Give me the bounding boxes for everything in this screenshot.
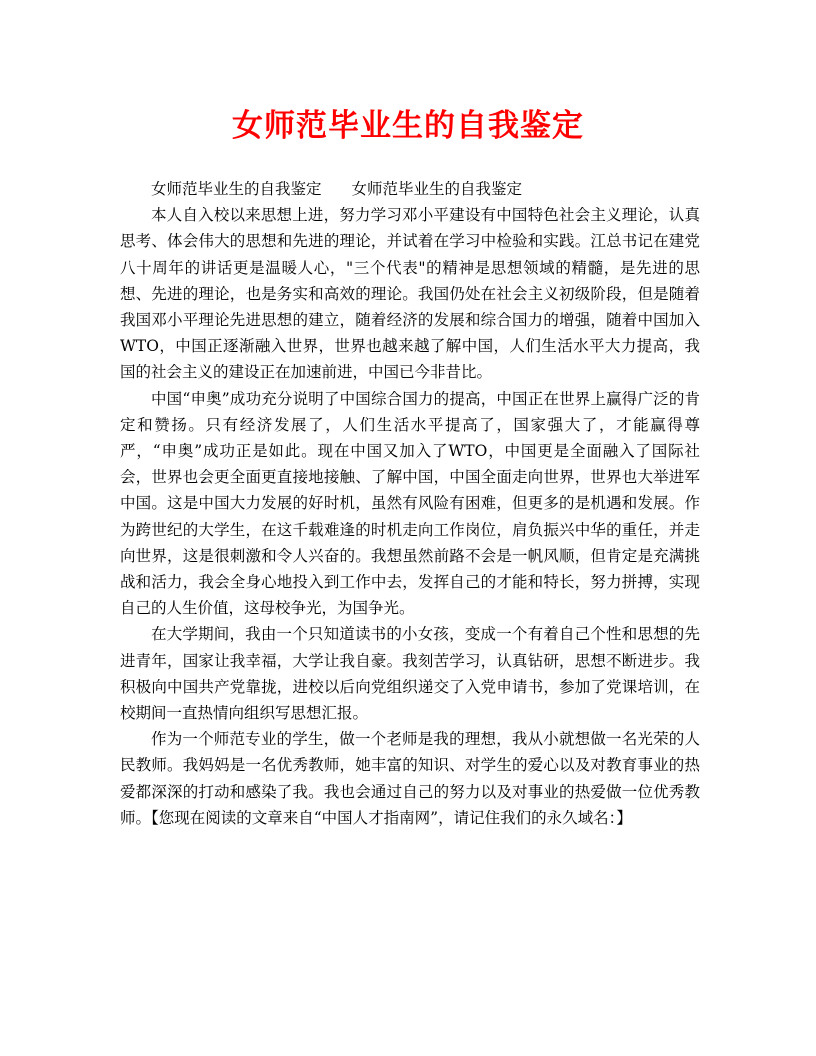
paragraph: 在大学期间，我由一个只知道读书的小女孩，变成一个有着自己个性和思想的先进青年，国家让我幸福，大学让我自豪。我刻苦学习，认真钻研，思想不断进步。我积极向中国共产党靠拢，进校以后向党组织递交了入党申请书，参加了党课培训，在校期间一直热情向组织写思想汇报。 [120, 625, 700, 723]
subtitle-line [120, 176, 700, 202]
document-body [120, 176, 700, 831]
subtitle-text: 女师范毕业生的自我鉴定 [151, 180, 322, 198]
paragraph: 本人自入校以来思想上进，努力学习邓小平建设有中国特色社会主义理论，认真思考、体会伟大的思想和先进的理论，并试着在学习中检验和实践。江总书记在建党八十周年的讲话更是温暖人心，"三个代表"的精神是思想领域的精髓，是先进的思想、先进的理论，也是务实和高效的理论。我国仍处在社会主义初级阶段，但是随着我国邓小平理论先进思想的建立，随着经济的发展和综合国力的增强，随着中国加入WTO，中国正逐渐融入世界，世界也越来越了解中国，人们生活水平大力提高，我国的社会主义的建设正在加速前进，中国已今非昔比。 [120, 206, 700, 382]
paragraph: 中国“申奥”成功充分说明了中国综合国力的提高，中国正在世界上赢得广泛的肯定和赞扬。只有经济发展了，人们生活水平提高了，国家强大了，才能赢得尊严，“申奥”成功正是如此。现在中国又加入了WTO，中国更是全面融入了国际社会，世界也会更全面更直接地接触、了解中国，中国全面走向世界，世界也大举进军中国。这是中国大力发展的好时机，虽然有风险有困难，但更多的是机遇和发展。作为跨世纪的大学生，在这千载难逢的时机走向工作岗位，肩负振兴中华的重任，并走向世界，这是很刺激和令人兴奋的。我想虽然前路不会是一帆风顺，但肯定是充满挑战和活力，我会全身心地投入到工作中去，发挥自己的才能和特长，努力拼搏，实现自己的人生价值，这母校争光，为国争光。 [120, 389, 700, 618]
subtitle-text: 女师范毕业生的自我鉴定 [351, 180, 523, 198]
paragraph: 作为一个师范专业的学生，做一个老师是我的理想，我从小就想做一名光荣的人民教师。我妈妈是一名优秀教师，她丰富的知识、对学生的爱心以及对教育事业的热爱都深深的打动和感染了我。我也会通过自己的努力以及对事业的热爱做一位优秀教师。【您现在阅读的文章来自“中国人才指南网”，请记住我们的永久域名：】 [120, 730, 700, 827]
document-title: 女师范毕业生的自我鉴定 [232, 108, 584, 144]
